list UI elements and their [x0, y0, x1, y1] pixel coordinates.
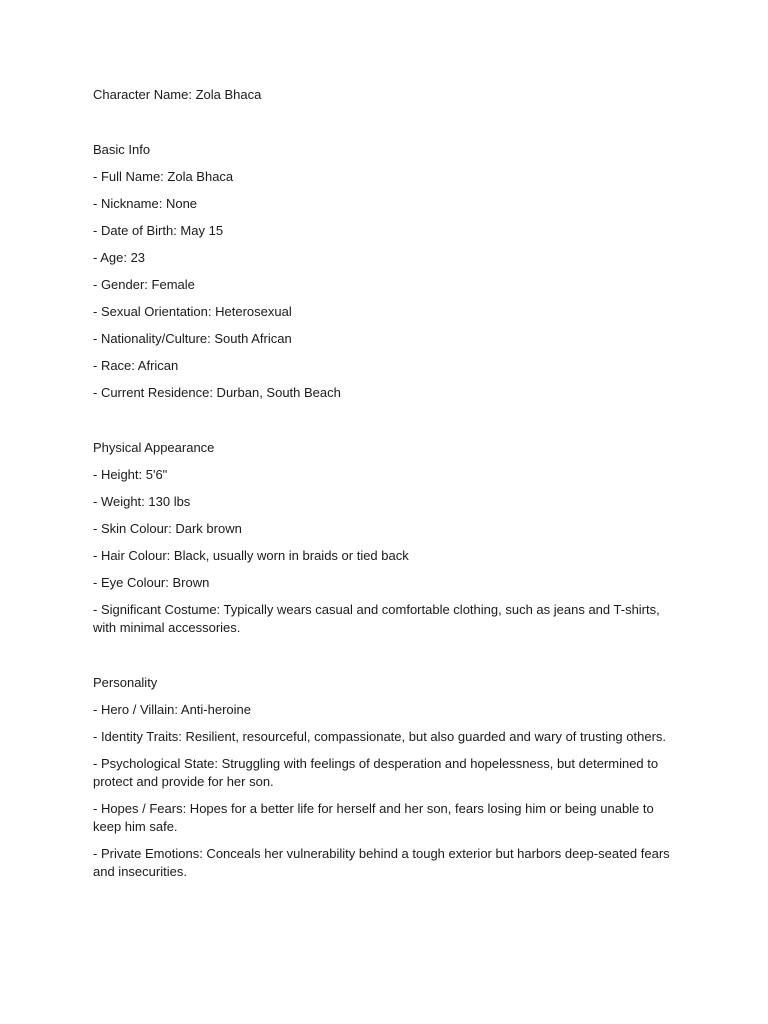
document-page [93, 86, 678, 881]
list-item: - Eye Colour: Brown [93, 575, 210, 590]
list-item: - Hopes / Fears: Hopes for a better life for herself and her son, fears losing him or being unable to keep him safe. [93, 801, 654, 834]
list-item: - Hero / Villain: Anti-heroine [93, 702, 252, 717]
list-item: - Private Emotions: Conceals her vulnerability behind a tough exterior but harbors deep-seated fears and insecurities. [93, 846, 670, 879]
list-item: - Nationality/Culture: South African [93, 331, 292, 346]
character-name-title: Character Name: Zola Bhaca [93, 87, 262, 102]
list-item: - Full Name: Zola Bhaca [93, 169, 234, 184]
list-item: - Nickname: None [93, 196, 198, 211]
list-item: - Sexual Orientation: Heterosexual [93, 304, 292, 319]
section-physical-appearance [93, 439, 678, 637]
list-item: - Skin Colour: Dark brown [93, 521, 242, 536]
list-item: - Weight: 130 lbs [93, 494, 191, 509]
list-item: - Significant Costume: Typically wears casual and comfortable clothing, such as jeans and T-shirts, with minimal accessories. [93, 602, 660, 635]
list-item: - Psychological State: Struggling with feelings of desperation and hopelessness, but determined to protect and provide for her son. [93, 756, 659, 789]
list-item: - Height: 5'6" [93, 467, 168, 482]
list-item: - Identity Traits: Resilient, resourceful, compassionate, but also guarded and wary of trusting others. [93, 729, 667, 744]
section-heading: Basic Info [93, 142, 151, 157]
list-item: - Hair Colour: Black, usually worn in braids or tied back [93, 548, 409, 563]
section-personality [93, 674, 678, 881]
list-item: - Gender: Female [93, 277, 195, 292]
list-item: - Race: African [93, 358, 179, 373]
section-heading: Physical Appearance [93, 440, 215, 455]
section-heading: Personality [93, 675, 158, 690]
list-item: - Date of Birth: May 15 [93, 223, 224, 238]
list-item: - Age: 23 [93, 250, 146, 265]
section-basic-info [93, 141, 678, 402]
list-item: - Current Residence: Durban, South Beach [93, 385, 341, 400]
